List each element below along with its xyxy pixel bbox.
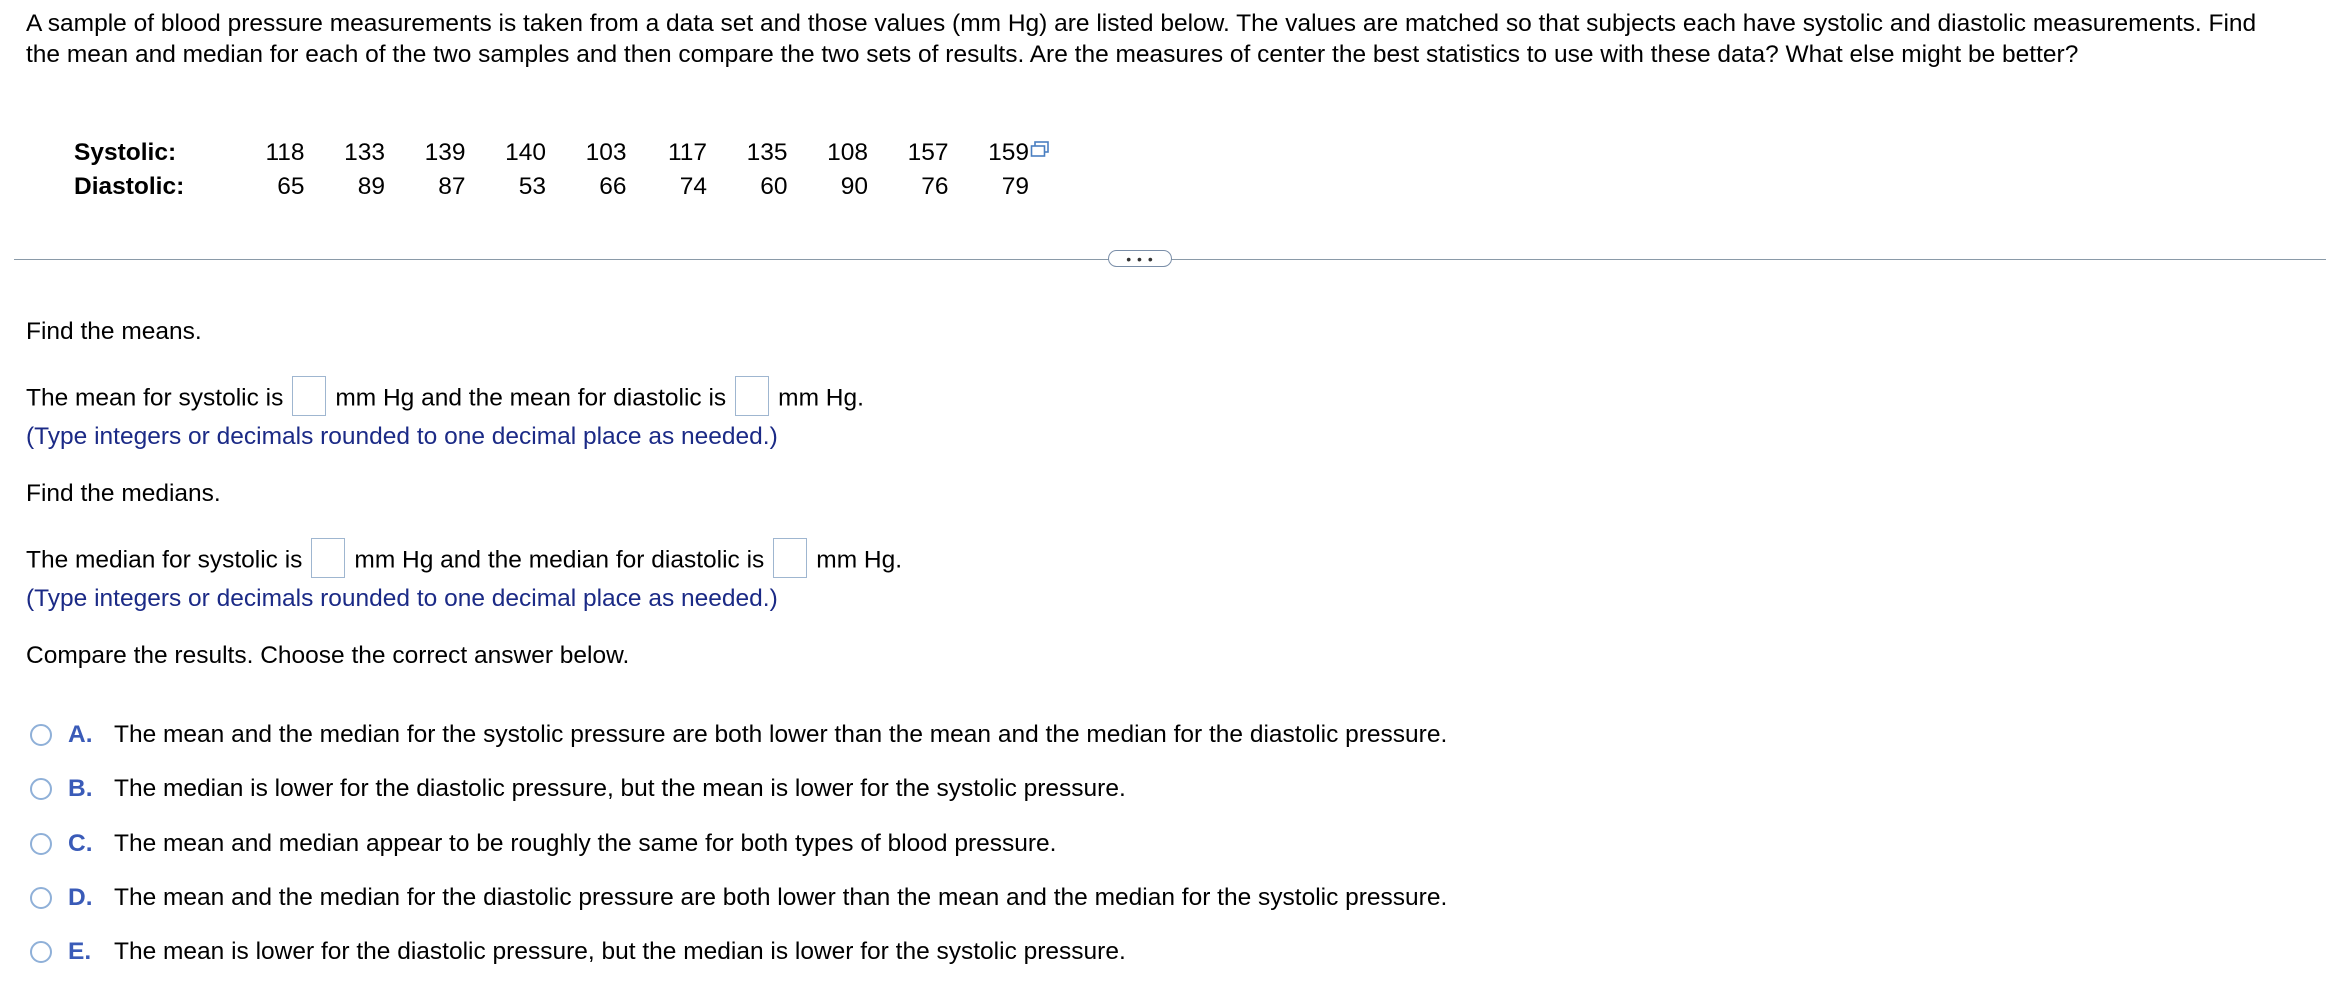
row-label: Diastolic: [74,173,185,200]
option-a[interactable] [30,719,1447,751]
medians-text-1: The median for systolic is [26,546,303,574]
radio-button[interactable] [30,724,52,746]
medians-text-3: mm Hg. [816,546,903,574]
means-text-1: The mean for systolic is [26,384,284,412]
medians-text-2: mm Hg and the median for diastolic is [354,546,765,574]
table-cell: 135 [746,139,788,166]
copy-cell [1029,135,1050,170]
table-cell: 133 [344,139,385,166]
table-cell: 117 [667,139,707,166]
option-text: The mean and the median for the systolic pressure are both lower than the mean and the median for the diastolic pressure. [114,721,1448,748]
option-b[interactable] [30,773,1126,805]
medians-heading: Find the medians. [26,480,221,507]
means-text-2: mm Hg and the mean for diastolic is [335,384,727,412]
table-cell: 108 [827,139,868,166]
option-c[interactable] [30,828,1056,860]
table-cell: 118 [265,139,305,166]
data-table [74,135,1050,203]
mean-diastolic-input[interactable] [735,376,769,416]
median-diastolic-input[interactable] [773,538,807,578]
radio-button[interactable] [30,941,52,963]
radio-button[interactable] [30,778,52,800]
means-hint: (Type integers or decimals rounded to one decimal place as needed.) [26,423,778,450]
mean-systolic-input[interactable] [292,376,326,416]
option-d[interactable] [30,882,1447,914]
radio-button[interactable] [30,887,52,909]
copy-icon[interactable] [1030,135,1050,153]
more-button[interactable]: • • • [1108,250,1172,267]
table-cell: 74 [679,173,707,200]
diastolic-row [74,170,1050,203]
systolic-row [74,135,1050,170]
medians-sentence [26,544,902,578]
option-text: The mean is lower for the diastolic pressure, but the median is lower for the systolic pressure. [114,938,1126,965]
option-letter: A. [68,721,93,748]
means-text-3: mm Hg. [778,384,864,412]
option-letter: E. [68,938,92,965]
table-cell: 89 [357,173,385,200]
row-label: Systolic: [74,139,177,166]
radio-button[interactable] [30,833,52,855]
option-letter: C. [68,830,93,857]
empty-cell [1029,170,1050,203]
medians-hint: (Type integers or decimals rounded to one decimal place as needed.) [26,585,778,612]
option-text: The mean and the median for the diastolic pressure are both lower than the mean and the median for the systolic pressure. [114,884,1448,911]
median-systolic-input[interactable] [311,538,345,578]
table-cell: 103 [585,139,627,166]
table-cell: 87 [438,173,466,200]
table-cell: 65 [277,173,305,200]
table-cell: 159 [988,139,1029,166]
question-text: A sample of blood pressure measurements is taken from a data set and those values (mm Hg) are listed below. The values are matched so that subjects each have systolic and diastolic measurements. Find the mean and median for each of the two samples and then compare the two sets of results. Are the measures of center the best statistics to use with these data? What else might be better? [26,10,2257,68]
table-cell: 60 [760,173,788,200]
table-cell: 140 [505,139,546,166]
table-cell: 139 [424,139,466,166]
option-text: The median is lower for the diastolic pressure, but the mean is lower for the systolic pressure. [114,775,1126,802]
option-letter: B. [68,775,93,802]
table-cell: 90 [840,173,868,200]
means-sentence [26,382,864,416]
table-cell: 53 [518,173,546,200]
table-cell: 79 [1001,173,1029,200]
means-heading: Find the means. [26,318,202,345]
table-cell: 66 [599,173,627,200]
table-cell: 76 [921,173,949,200]
option-letter: D. [68,884,93,911]
compare-heading: Compare the results. Choose the correct answer below. [26,642,630,669]
option-text: The mean and median appear to be roughly the same for both types of blood pressure. [114,830,1057,857]
table-cell: 157 [907,139,949,166]
option-e[interactable] [30,936,1126,968]
